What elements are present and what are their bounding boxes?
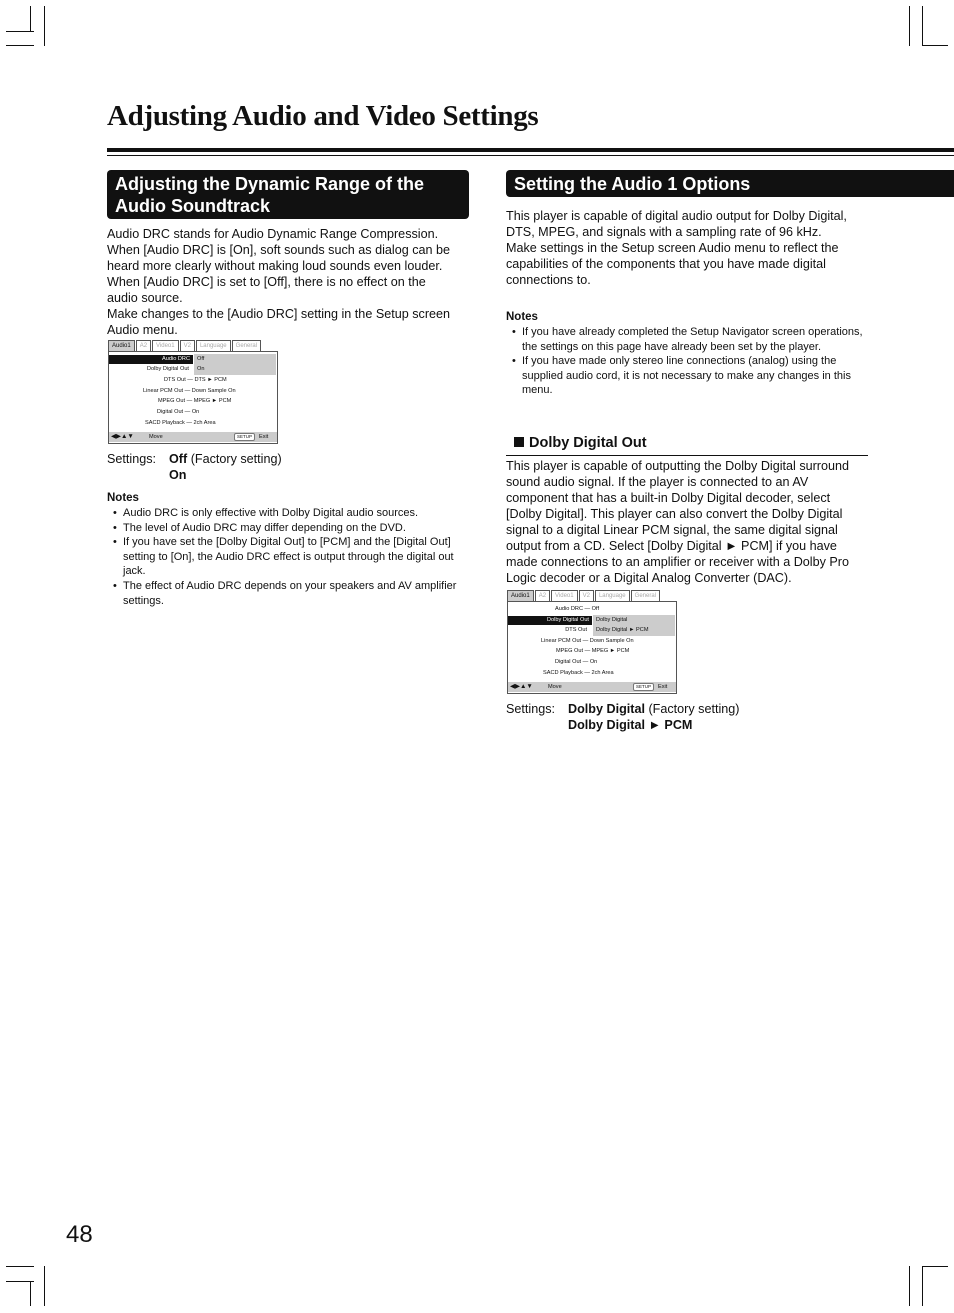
setup-screen-audio-drc: [108, 340, 278, 444]
crop-mark: [922, 1266, 923, 1306]
audio1-intro-line: This player is capable of digital audio output for Dolby Digital,: [506, 209, 847, 223]
menu-row: MPEG Out — MPEG ► PCM: [158, 398, 232, 404]
drc-intro-line: When [Audio DRC] is [On], soft sounds such as dialog can be: [107, 243, 451, 257]
dolby-line: output from a CD. Select [Dolby Digital ► PCM] if you have: [506, 539, 837, 553]
exit-label: Exit: [259, 434, 269, 440]
nav-arrows-icon: ◀▶▲▼: [510, 683, 533, 690]
setting-off: Off: [169, 452, 188, 466]
crop-mark: [44, 6, 45, 46]
dolby-line: component that has a built-in Dolby Digital decoder, select: [506, 491, 831, 505]
tab-general: General: [232, 340, 261, 351]
audio1-intro: [506, 208, 871, 288]
page-title: Adjusting Audio and Video Settings: [107, 100, 539, 132]
dolby-settings: [506, 701, 866, 735]
tab-v2: V2: [579, 590, 594, 601]
tab-video1: Video1: [152, 340, 179, 351]
drc-intro-line: audio source.: [107, 291, 183, 305]
crop-mark: [922, 6, 923, 46]
setup-tabs: [507, 590, 661, 601]
note-item: • If you have made only stereo line connections (analog) using the supplied audio cord, it is not necessary to make any changes in this menu.: [506, 354, 866, 398]
crop-mark: [6, 1266, 34, 1267]
menu-row: Digital Out — On: [555, 659, 598, 665]
drc-intro-line: heard more clearly without making loud sounds even louder.: [107, 259, 443, 273]
option-off: Off: [197, 356, 205, 362]
title-rule: [107, 148, 954, 152]
menu-row: DTS Out: [565, 627, 587, 633]
drc-notes: [107, 506, 457, 608]
crop-mark: [30, 6, 31, 31]
dolby-line: signal to a digital Linear PCM signal, the same digital signal: [506, 523, 838, 537]
tab-a2: A2: [136, 340, 151, 351]
note-item: • The level of Audio DRC may differ depending on the DVD.: [107, 521, 457, 536]
tab-video1: Video1: [551, 590, 578, 601]
setup-tabs: [108, 340, 262, 351]
tab-audio1: Audio1: [507, 590, 534, 601]
dolby-line: This player is capable of outputting the Dolby Digital surround: [506, 459, 850, 473]
crop-mark: [922, 45, 948, 46]
setup-frame: [507, 601, 677, 694]
highlight-audio-drc: Audio DRC: [109, 355, 193, 364]
setting-on: On: [169, 468, 187, 482]
setup-footer: [508, 682, 676, 692]
settings-value-2: [568, 717, 692, 733]
setup-footer: [109, 432, 277, 442]
move-label: Move: [149, 434, 163, 440]
note-item: • Audio DRC is only effective with Dolby Digital audio sources.: [107, 506, 457, 521]
settings-value-2: [169, 467, 187, 483]
menu-row: Audio DRC — Off: [555, 606, 600, 612]
audio1-intro-line: capabilities of the components that you have made digital: [506, 257, 826, 271]
settings-label: Settings:: [506, 702, 556, 716]
tab-language: Language: [595, 590, 630, 601]
drc-intro-line: Audio menu.: [107, 323, 178, 337]
audio1-intro-line: Make settings in the Setup screen Audio menu to reflect the: [506, 241, 839, 255]
settings-value-1: [568, 701, 739, 717]
drc-intro: [107, 226, 472, 338]
tab-a2: A2: [535, 590, 550, 601]
tab-audio1: Audio1: [108, 340, 135, 351]
dolby-paragraph: [506, 458, 871, 586]
setup-button: SETUP: [633, 683, 654, 691]
note-item: • If you have set the [Dolby Digital Out] to [PCM] and the [Digital Out] setting to [On], the Audio DRC effect is output through the digital out jack.: [107, 535, 457, 579]
subheading-dolby-digital-out: [514, 435, 647, 451]
setup-screen-dolby-digital-out: [507, 590, 677, 694]
dolby-line: [Dolby Digital]. This player can also convert the Dolby Digital: [506, 507, 843, 521]
setup-frame: [108, 351, 278, 444]
tab-language: Language: [196, 340, 231, 351]
option-dolby-digital: Dolby Digital: [596, 617, 628, 623]
menu-row: SACD Playback — 2ch Area: [543, 670, 614, 676]
move-label: Move: [548, 684, 562, 690]
subheading-rule: [506, 455, 868, 456]
menu-row: SACD Playback — 2ch Area: [145, 420, 216, 426]
dolby-line: Logic decoder or a Digital Analog Converter (DAC).: [506, 571, 792, 585]
audio1-intro-line: connections to.: [506, 273, 591, 287]
section-heading-drc: Adjusting the Dynamic Range of the Audio Soundtrack: [107, 170, 469, 219]
crop-mark: [922, 1266, 948, 1267]
option-dolby-digital-pcm: Dolby Digital ► PCM: [596, 627, 649, 633]
crop-mark: [30, 1281, 31, 1306]
setup-button: SETUP: [234, 433, 255, 441]
settings-label: Settings:: [107, 452, 157, 466]
note-item: • If you have already completed the Setup Navigator screen operations, the settings on this page have already been set by the player.: [506, 325, 866, 354]
audio1-intro-line: DTS, MPEG, and signals with a sampling rate of 96 kHz.: [506, 225, 822, 239]
drc-settings: [107, 451, 467, 485]
menu-row: Dolby Digital Out: [147, 366, 189, 372]
crop-mark: [44, 1266, 45, 1306]
option-list: [593, 615, 675, 636]
subheading-text: Dolby Digital Out: [529, 435, 647, 451]
menu-row: MPEG Out — MPEG ► PCM: [556, 648, 630, 654]
crop-mark: [909, 1266, 910, 1306]
highlight-dolby-digital-out: Dolby Digital Out: [508, 616, 592, 625]
drc-intro-line: When [Audio DRC] is set to [Off], there is no effect on the: [107, 275, 426, 289]
drc-intro-line: Audio DRC stands for Audio Dynamic Range Compression.: [107, 227, 439, 241]
crop-mark: [909, 6, 910, 46]
option-list: [194, 354, 276, 375]
menu-row: Digital Out — On: [157, 409, 200, 415]
tab-general: General: [631, 590, 660, 601]
factory-note: (Factory setting): [648, 702, 740, 716]
note-item: • The effect of Audio DRC depends on your speakers and AV amplifier settings.: [107, 579, 457, 608]
option-on: On: [197, 366, 205, 372]
dolby-line: made connections to an amplifier or receiver with a Dolby Pro: [506, 555, 849, 569]
exit-label: Exit: [658, 684, 668, 690]
title-rule-thin: [107, 155, 954, 156]
crop-mark: [6, 31, 34, 32]
menu-row: Linear PCM Out — Down Sample On: [541, 638, 634, 644]
crop-mark: [6, 45, 34, 46]
settings-value-1: [169, 451, 282, 467]
section-heading-audio1: Setting the Audio 1 Options: [506, 170, 954, 197]
notes-heading: Notes: [107, 492, 139, 504]
tab-v2: V2: [180, 340, 195, 351]
square-bullet-icon: [514, 437, 524, 447]
dolby-line: sound audio signal. If the player is connected to an AV: [506, 475, 809, 489]
menu-row: DTS Out — DTS ► PCM: [164, 377, 227, 383]
menu-row: Linear PCM Out — Down Sample On: [143, 388, 236, 394]
page-number: 48: [66, 1221, 93, 1248]
notes-heading: Notes: [506, 311, 538, 323]
setting-dolby-digital: Dolby Digital: [568, 702, 645, 716]
nav-arrows-icon: ◀▶▲▼: [111, 433, 134, 440]
setting-dolby-digital-pcm: Dolby Digital ► PCM: [568, 718, 693, 732]
audio1-notes: [506, 325, 866, 398]
drc-intro-line: Make changes to the [Audio DRC] setting in the Setup screen: [107, 307, 451, 321]
factory-note: (Factory setting): [190, 452, 282, 466]
